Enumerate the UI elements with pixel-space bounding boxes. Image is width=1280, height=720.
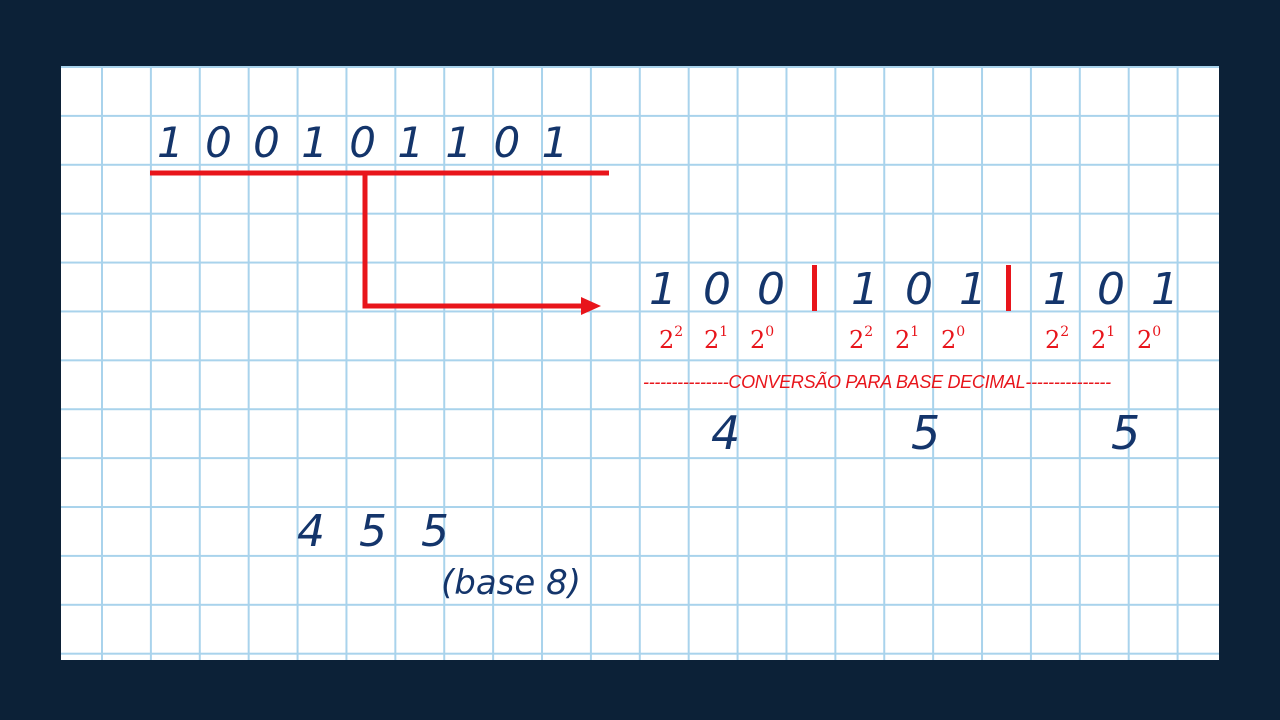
group-2-decimal: 5 <box>911 406 941 460</box>
graph-paper <box>61 66 1219 660</box>
group-1-decimal: 4 <box>711 406 741 460</box>
arrow-connector <box>365 173 581 306</box>
separator-2 <box>1006 265 1011 311</box>
underline-and-arrow <box>61 66 1219 660</box>
group-1-power-1: $2^2$ <box>659 324 684 354</box>
group-3-power-3: $2^0$ <box>1137 324 1162 354</box>
group-2-power-2: $2^1$ <box>895 324 920 354</box>
group-2-power-1: $2^2$ <box>849 324 874 354</box>
group-3-power-1: $2^2$ <box>1045 324 1070 354</box>
group-1-power-3: $2^0$ <box>750 324 775 354</box>
group-3-digits: 1 0 1 <box>1043 264 1185 315</box>
group-3-power-2: $2^1$ <box>1091 324 1116 354</box>
separator-1 <box>812 265 817 311</box>
base-note: (base 8) <box>441 563 582 603</box>
group-3-decimal: 5 <box>1111 406 1141 460</box>
group-2-power-3: $2^0$ <box>941 324 966 354</box>
binary-number: 1 0 0 1 0 1 1 0 1 <box>157 118 573 167</box>
group-2-digits: 1 0 1 <box>851 264 993 315</box>
arrow-head-icon <box>581 297 601 315</box>
group-1-digits: 1 0 0 <box>649 264 791 315</box>
group-1-power-2: $2^1$ <box>704 324 729 354</box>
octal-result: 4 5 5 <box>297 506 459 557</box>
conversion-caption: ---------------CONVERSÃO PARA BASE DECIMAL--------------- <box>643 372 1111 392</box>
